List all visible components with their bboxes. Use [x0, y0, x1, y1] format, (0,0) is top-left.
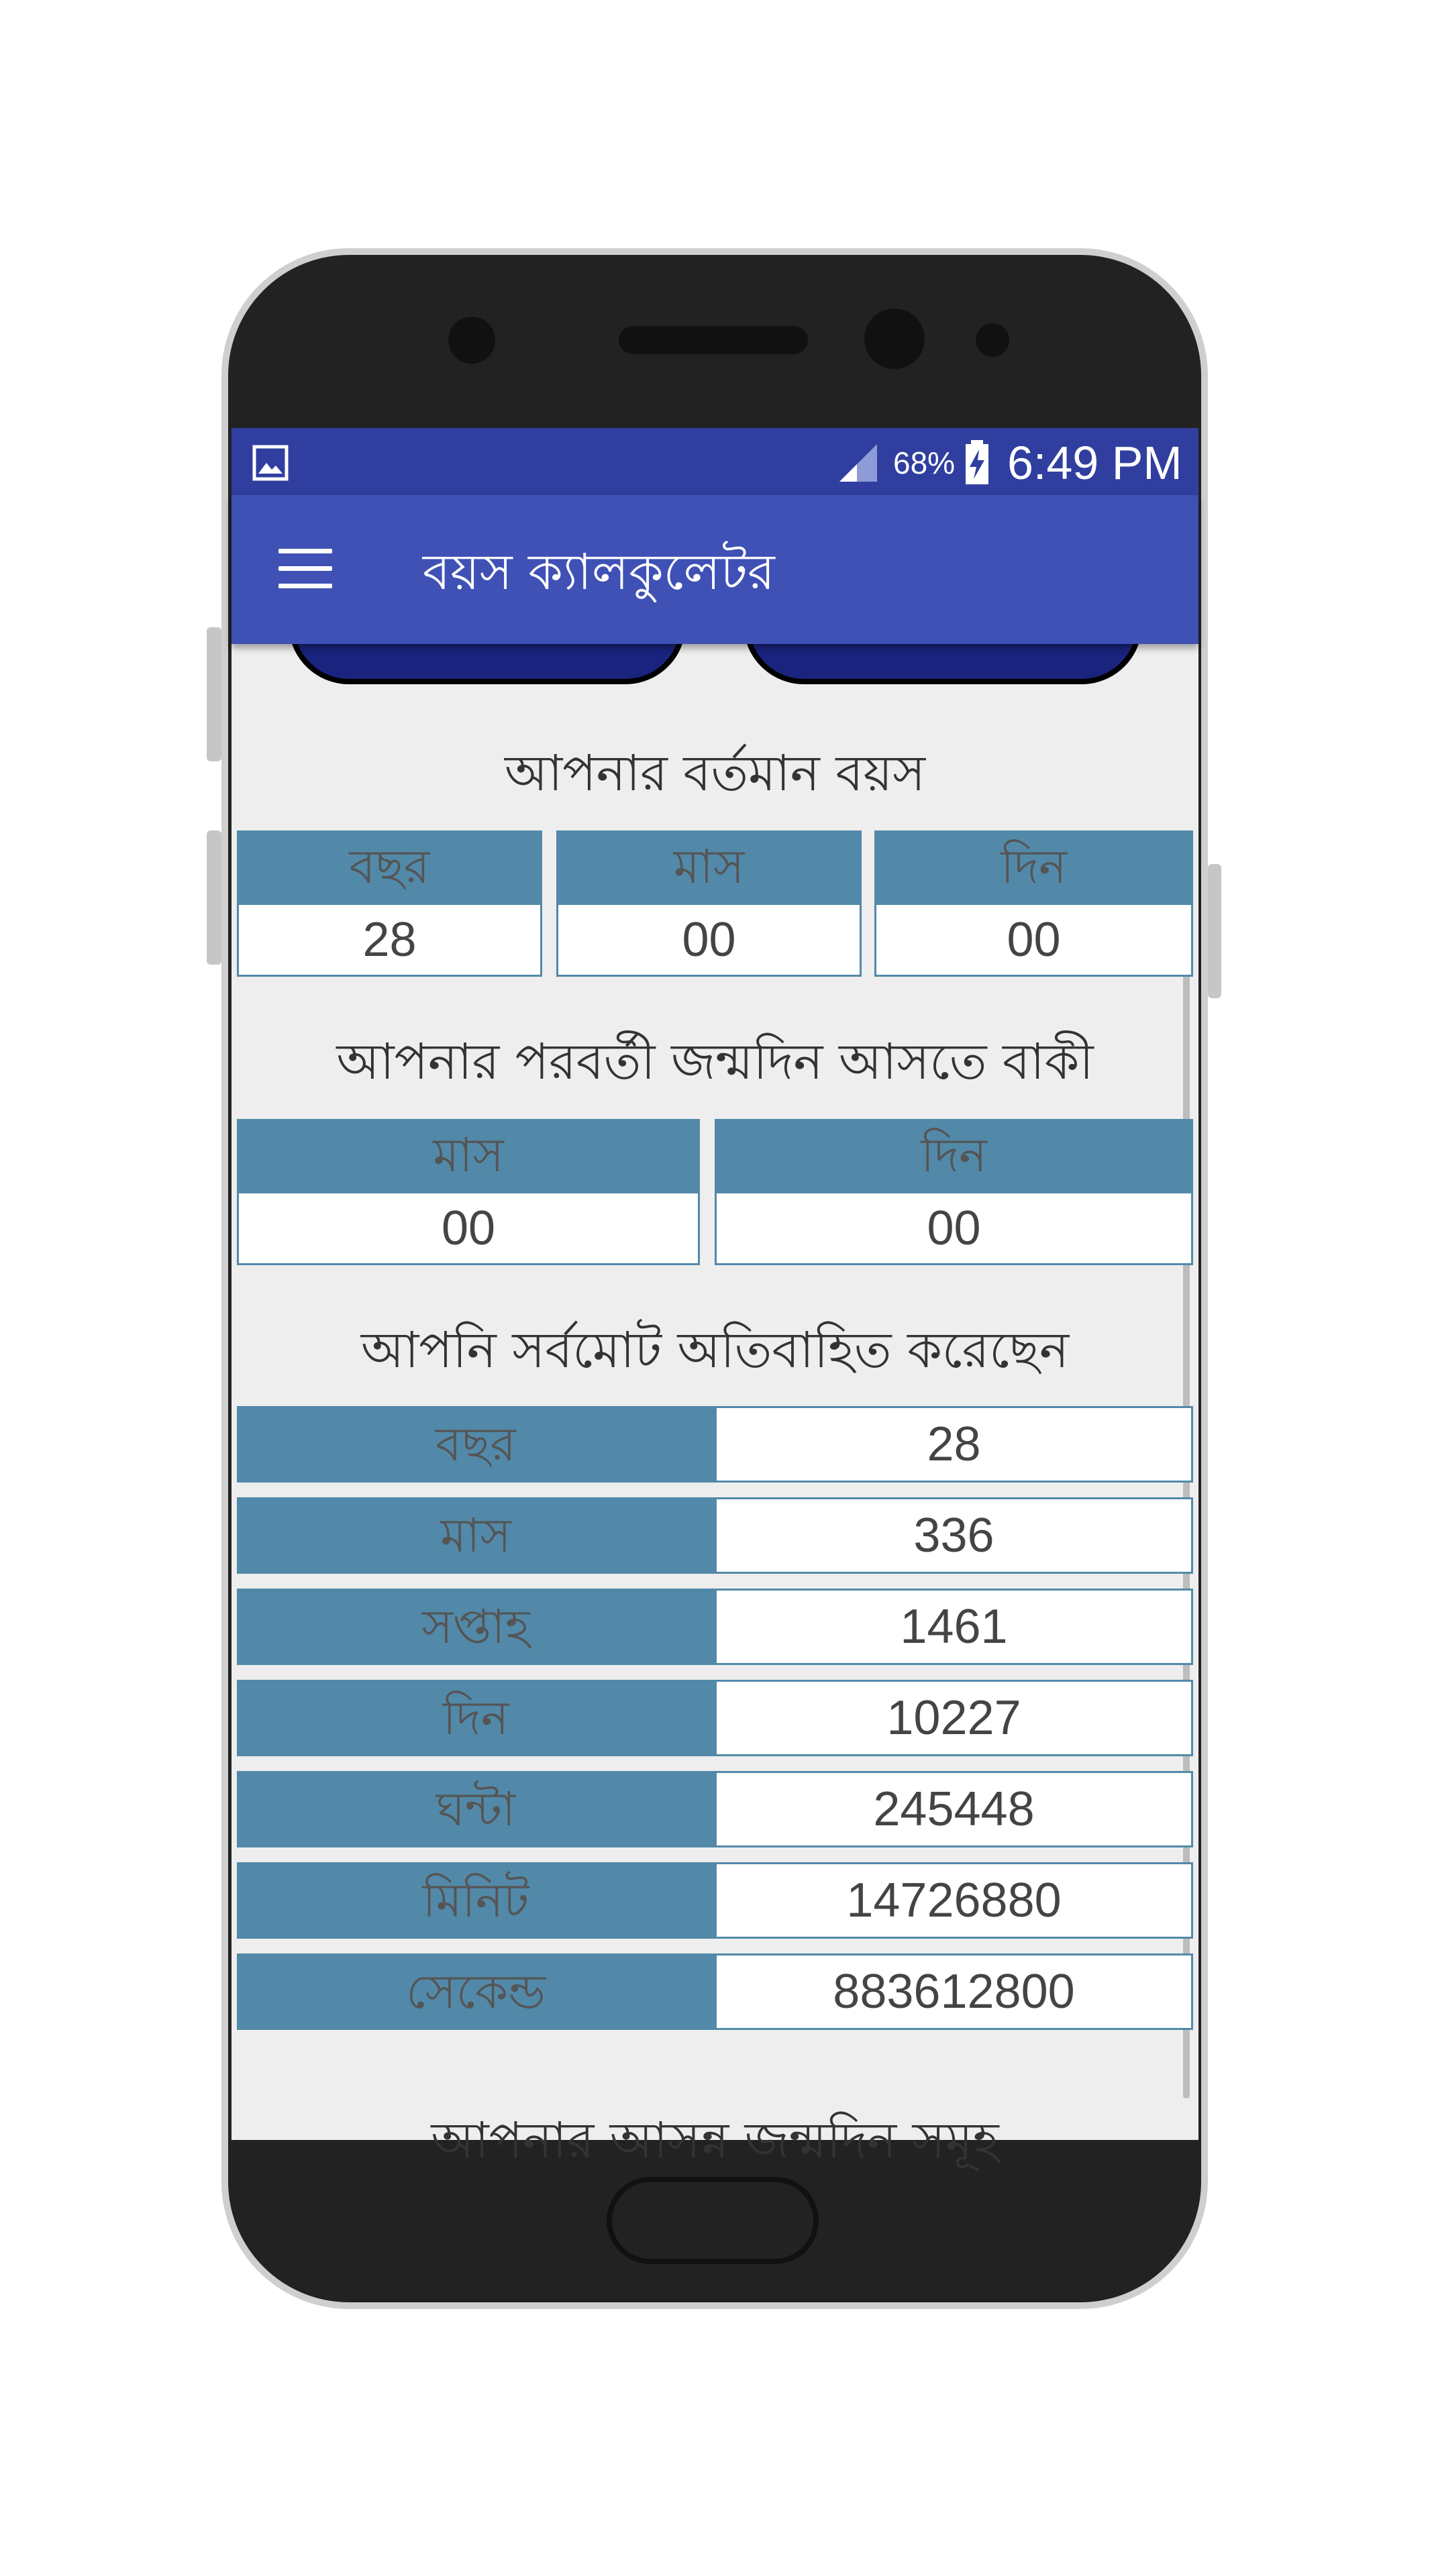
table-row — [237, 1680, 1193, 1756]
next-birthday-months-value: 00 — [237, 1191, 700, 1265]
row-value: 336 — [715, 1497, 1193, 1574]
row-value: 1461 — [715, 1589, 1193, 1665]
row-value: 10227 — [715, 1680, 1193, 1756]
signal-icon — [837, 441, 880, 484]
table-row — [237, 1497, 1193, 1574]
next-birthday-months-label: মাস — [237, 1119, 700, 1193]
row-label: সেকেন্ড — [237, 1953, 715, 2030]
current-age-days-label: দিন — [874, 830, 1193, 904]
current-age-days-value: 00 — [874, 903, 1193, 977]
table-row — [237, 1589, 1193, 1665]
proximity-sensor — [448, 317, 495, 364]
row-value: 245448 — [715, 1771, 1193, 1847]
next-birthday-title: আপনার পরবর্তী জন্মদিন আসতে বাকী — [336, 1033, 1094, 1091]
current-age-years-value: 28 — [237, 903, 542, 977]
earpiece-speaker — [619, 326, 808, 354]
row-label: মিনিট — [237, 1862, 715, 1939]
next-birthday-days-value: 00 — [715, 1191, 1193, 1265]
table-row — [237, 1406, 1193, 1483]
current-age-title: আপনার বর্তমান বয়স — [504, 745, 926, 802]
total-spent-table — [237, 1406, 1193, 2063]
row-label: মাস — [237, 1497, 715, 1574]
clock: 6:49 PM — [1007, 437, 1182, 489]
row-label: ঘন্টা — [237, 1771, 715, 1847]
flash-sensor — [976, 323, 1009, 357]
row-value: 883612800 — [715, 1953, 1193, 2030]
power-button — [1208, 864, 1221, 998]
hamburger-menu-icon[interactable] — [278, 549, 332, 589]
gallery-icon — [252, 444, 289, 482]
front-camera — [864, 309, 925, 369]
row-label: বছর — [237, 1406, 715, 1483]
row-label: দিন — [237, 1680, 715, 1756]
volume-down-button — [207, 830, 221, 965]
volume-up-button — [207, 627, 221, 761]
battery-percent: 68% — [893, 445, 956, 480]
row-label: সপ্তাহ — [237, 1589, 715, 1665]
row-value: 14726880 — [715, 1862, 1193, 1939]
app-screen — [232, 428, 1198, 2169]
current-age-years-label: বছর — [237, 830, 542, 904]
app-title: বয়স ক্যালকুলেটর — [423, 543, 775, 601]
battery-charging-icon — [963, 439, 991, 486]
home-button[interactable] — [607, 2177, 819, 2264]
current-age-months-label: মাস — [556, 830, 862, 904]
total-spent-title: আপনি সর্বমোট অতিবাহিত করেছেন — [360, 1322, 1070, 1379]
row-value: 28 — [715, 1406, 1193, 1483]
app-bar — [232, 495, 1198, 644]
status-bar — [232, 428, 1198, 495]
next-birthday-days-label: দিন — [715, 1119, 1193, 1193]
table-row — [237, 1862, 1193, 1939]
table-row — [237, 1771, 1193, 1847]
table-row — [237, 1953, 1193, 2030]
current-age-months-value: 00 — [556, 903, 862, 977]
upcoming-birthdays-title: আপনার আসন্ন জন্মদিন সমূহ — [431, 2112, 999, 2169]
